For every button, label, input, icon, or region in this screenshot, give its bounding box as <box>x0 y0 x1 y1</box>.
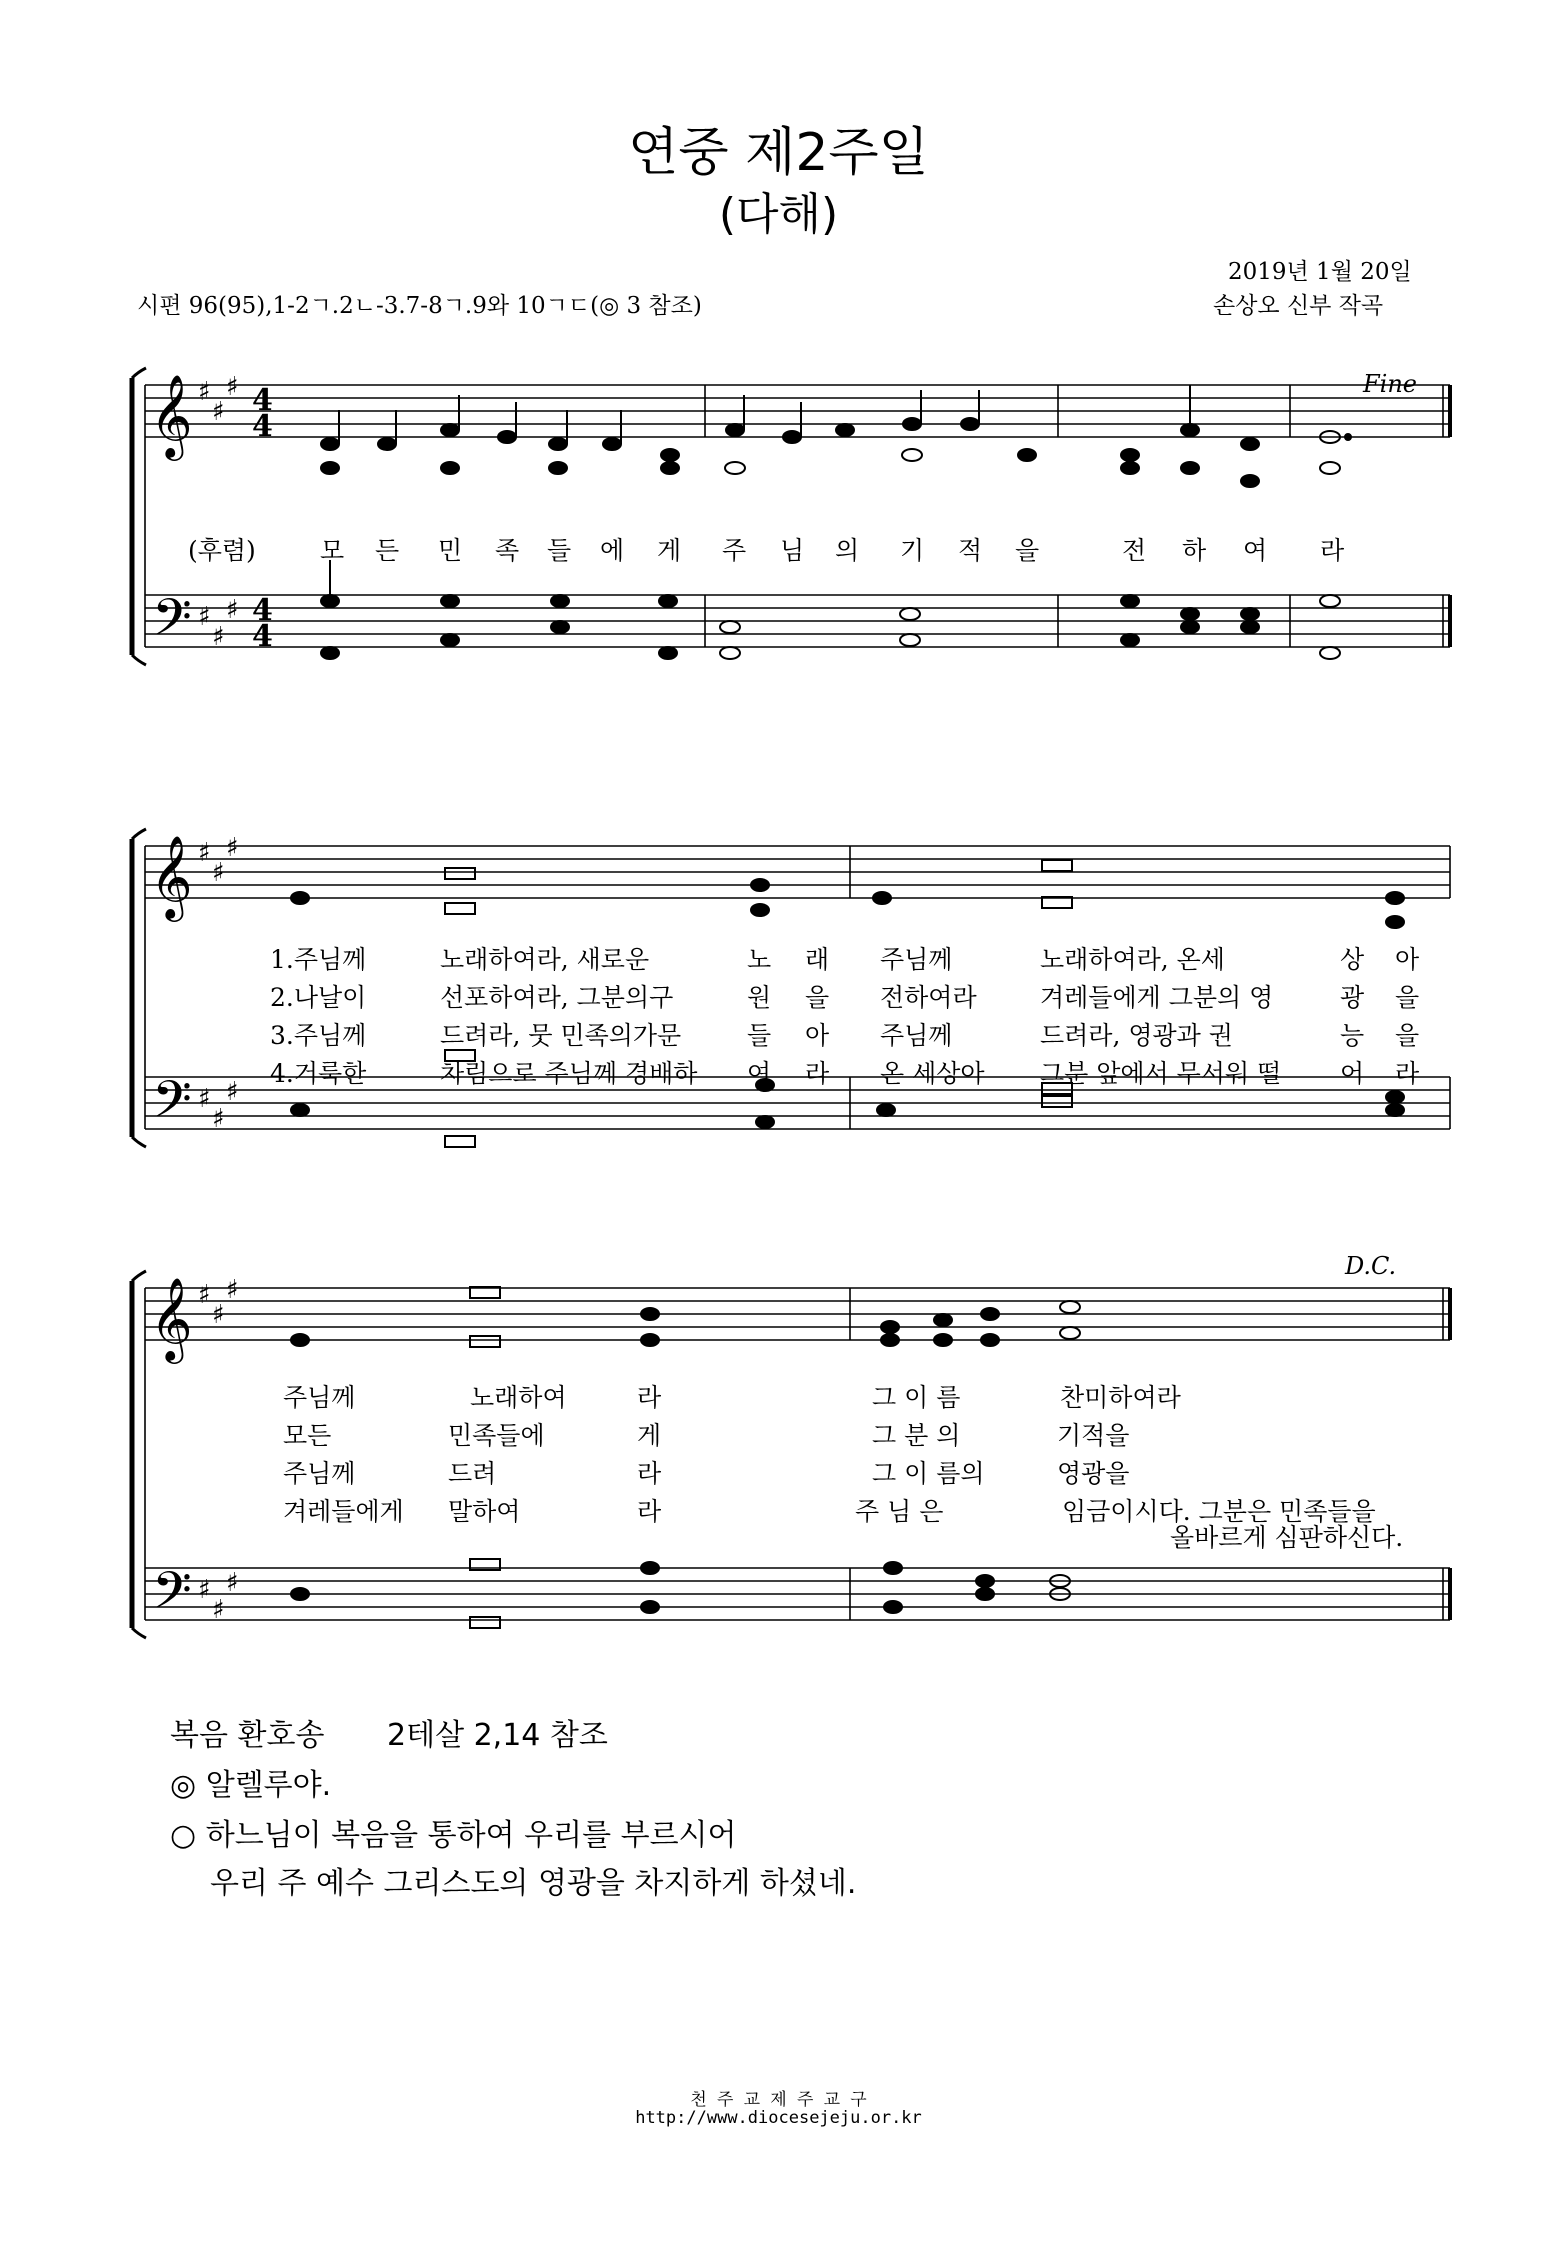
verse-lyric: 임금이시다. 그분은 민족들을 <box>1062 1497 1376 1526</box>
verse-lyric: 겨레들에게 그분의 영 <box>1040 983 1274 1012</box>
verse-lyric: 노래하여라, 온세 <box>1040 945 1225 974</box>
verse-lyric: 아 <box>805 1021 830 1050</box>
svg-text:♯: ♯ <box>226 833 239 863</box>
gospel-reference: 2테살 2,14 참조 <box>387 1718 608 1753</box>
verse-lyric: 라 <box>805 1059 830 1088</box>
verse-lyric: 노래하여라, 새로운 <box>440 945 650 974</box>
svg-text:♯: ♯ <box>198 377 211 407</box>
verse-lyric: 노래하여 <box>470 1383 567 1412</box>
svg-text:𝄞: 𝄞 <box>150 1276 193 1360</box>
refrain-syllable: 전 <box>1122 536 1147 565</box>
svg-text:𝄢: 𝄢 <box>152 1560 192 1633</box>
verse-lyric: 차림으로 주님께 경배하 <box>440 1059 698 1088</box>
verse-lyric: 1.주님께 <box>270 945 367 974</box>
refrain-syllable: 모 <box>320 536 345 565</box>
verse-lyric: 주님께 <box>283 1459 356 1488</box>
verse-lyric: 을 <box>805 983 830 1012</box>
refrain-syllable: 을 <box>1015 536 1040 565</box>
svg-text:♯: ♯ <box>198 1084 211 1114</box>
svg-text:♯: ♯ <box>226 1568 239 1598</box>
verse-lyric: 능 <box>1340 1021 1365 1050</box>
refrain-syllable: 여 <box>1243 536 1268 565</box>
svg-text:♯: ♯ <box>198 602 211 632</box>
system3-treble-staff <box>145 1288 1450 1340</box>
verse-lyric: 원 <box>747 983 772 1012</box>
svg-text:4: 4 <box>252 593 273 628</box>
verse-lyric: 드려라, 영광과 권 <box>1040 1021 1233 1050</box>
refrain-syllable: 적 <box>958 536 983 565</box>
gospel-verse-line: 우리 주 예수 그리스도의 영광을 차지하게 하셨네. <box>210 1866 857 1901</box>
svg-text:♯: ♯ <box>198 1280 211 1310</box>
svg-text:♯: ♯ <box>226 1275 239 1305</box>
refrain-syllable: 족 <box>495 536 520 565</box>
svg-text:♯: ♯ <box>198 1575 211 1605</box>
svg-text:♯: ♯ <box>212 397 225 427</box>
verse-lyric: 아 <box>1395 945 1420 974</box>
svg-text:♯: ♯ <box>226 595 239 625</box>
verse-lyric: 영광을 <box>1057 1459 1130 1488</box>
verse-lyric: 드려라, 뭇 민족의가문 <box>440 1021 682 1050</box>
refrain-syllable: 에 <box>600 536 625 565</box>
refrain-syllable: 주 <box>722 536 747 565</box>
verse-lyric: 여 <box>747 1059 772 1088</box>
verse-lyric: 라 <box>1395 1059 1420 1088</box>
verse-lyric: 겨레들에게 <box>283 1497 404 1526</box>
system3-bass-staff <box>145 1568 1450 1620</box>
verse-lyric: 래 <box>805 945 830 974</box>
date-label: 2019년 1월 20일 <box>1228 259 1412 285</box>
footer-org: 천 주 교 제 주 교 구 <box>690 2090 867 2110</box>
refrain-syllable: 의 <box>835 536 860 565</box>
verse-lyric: 주님께 <box>880 945 953 974</box>
verse-lyric: 주님께 <box>283 1383 356 1412</box>
refrain-label: (후렴) <box>188 536 256 565</box>
svg-text:𝄢: 𝄢 <box>152 1069 192 1142</box>
svg-text:♯: ♯ <box>212 1104 225 1134</box>
refrain-syllable: 하 <box>1182 536 1207 565</box>
verse-lyric-tail: 올바르게 심판하신다. <box>1170 1523 1404 1552</box>
gospel-verse-line: ○ 하느님이 복음을 통하여 우리를 부르시어 <box>170 1818 737 1853</box>
verse-lyric: 어 <box>1340 1059 1365 1088</box>
svg-text:♯: ♯ <box>212 858 225 888</box>
verse-lyric: 4.거룩한 <box>270 1059 367 1088</box>
svg-text:4: 4 <box>252 619 273 654</box>
verse-lyric: 들 <box>747 1021 772 1050</box>
verse-lyric: 온 세상아 <box>880 1059 985 1088</box>
verse-lyric: 주 님 은 <box>855 1497 944 1526</box>
verse-lyric: 드려 <box>448 1459 497 1488</box>
verse-lyric: 선포하여라, 그분의구 <box>440 983 674 1012</box>
verse-lyric: 게 <box>637 1421 662 1450</box>
verse-lyric: 2.나날이 <box>270 983 367 1012</box>
psalm-reference: 시편 96(95),1-2ㄱ.2ㄴ-3.7-8ㄱ.9와 10ㄱㄷ(◎ 3 참조) <box>137 293 702 319</box>
verse-lyric: 그 이 름 <box>872 1383 961 1412</box>
verse-lyric: 그분 앞에서 무서워 떨 <box>1040 1059 1282 1088</box>
verse-lyric: 라 <box>637 1497 662 1526</box>
verse-lyric: 라 <box>637 1383 662 1412</box>
system1-treble-staff <box>145 385 1450 437</box>
refrain-syllable: 게 <box>657 536 682 565</box>
svg-text:♯: ♯ <box>226 1077 239 1107</box>
verse-lyric: 모든 <box>283 1421 332 1450</box>
dc-marker: D.C. <box>1345 1252 1397 1280</box>
verse-lyric: 을 <box>1395 983 1420 1012</box>
svg-text:𝄞: 𝄞 <box>150 834 193 918</box>
system2-treble-staff <box>145 846 1450 898</box>
gospel-response: ◎ 알렐루야. <box>170 1768 332 1803</box>
verse-lyric: 광 <box>1340 983 1365 1012</box>
footer-url[interactable]: http://www.diocesejeju.or.kr <box>635 2108 922 2128</box>
verse-lyric: 기적을 <box>1057 1421 1130 1450</box>
refrain-syllable: 라 <box>1320 536 1345 565</box>
refrain-syllable: 든 <box>375 536 400 565</box>
svg-text:♯: ♯ <box>226 372 239 402</box>
svg-text:♯: ♯ <box>198 838 211 868</box>
verse-lyric: 상 <box>1340 945 1365 974</box>
fine-marker: Fine <box>1363 370 1417 398</box>
page-title: 연중 제2주일 <box>628 123 929 183</box>
verse-lyric: 주님께 <box>880 1021 953 1050</box>
refrain-syllable: 민 <box>438 536 463 565</box>
verse-lyric: 말하여 <box>448 1497 521 1526</box>
verse-lyric: 민족들에 <box>448 1421 545 1450</box>
verse-lyric: 노 <box>747 945 772 974</box>
verse-lyric: 전하여라 <box>880 983 977 1012</box>
gospel-heading: 복음 환호송 <box>170 1718 325 1753</box>
refrain-syllable: 들 <box>547 536 572 565</box>
verse-lyric: 라 <box>637 1459 662 1488</box>
refrain-syllable: 기 <box>900 536 925 565</box>
svg-text:♯: ♯ <box>212 1595 225 1625</box>
svg-text:𝄞: 𝄞 <box>150 373 193 457</box>
verse-lyric: 찬미하여라 <box>1060 1383 1181 1412</box>
svg-text:4: 4 <box>252 409 273 444</box>
verse-lyric: 그 이 름의 <box>872 1459 985 1488</box>
verse-lyric: 3.주님께 <box>270 1021 367 1050</box>
svg-text:♯: ♯ <box>212 1300 225 1330</box>
page-subtitle: (다해) <box>718 189 839 240</box>
svg-text:♯: ♯ <box>212 622 225 652</box>
refrain-syllable: 님 <box>780 536 805 565</box>
svg-text:𝄢: 𝄢 <box>152 587 192 660</box>
verse-lyric: 그 분 의 <box>872 1421 961 1450</box>
composer-label: 손상오 신부 작곡 <box>1213 293 1384 319</box>
svg-text:4: 4 <box>252 383 273 418</box>
verse-lyric: 을 <box>1395 1021 1420 1050</box>
